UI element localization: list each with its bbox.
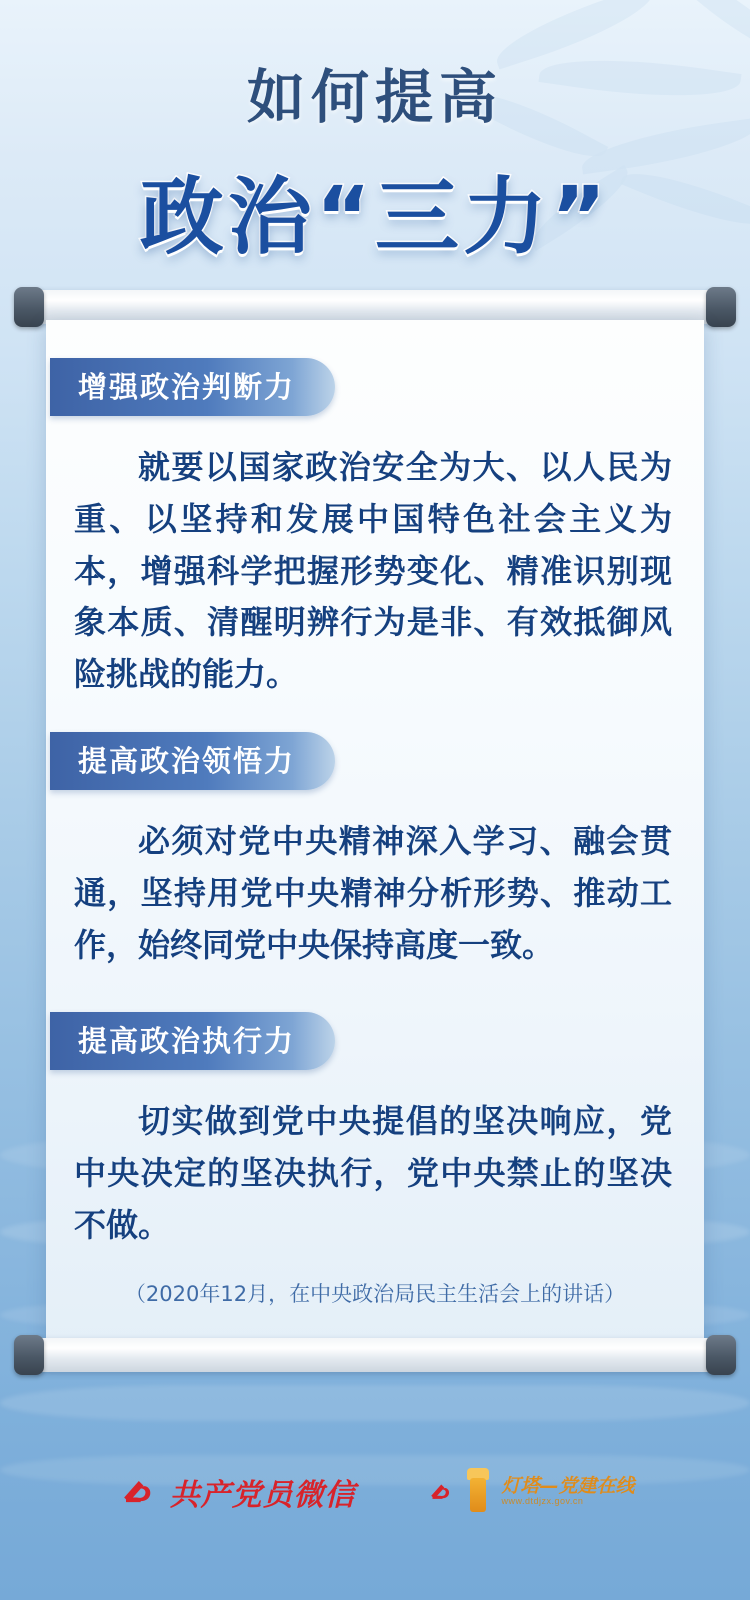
brand-2-text-group (501, 1477, 634, 1506)
source-note: （2020年12月，在中央政治局民主生活会上的讲话） (124, 1282, 626, 1306)
section-3-heading: 提高政治执行力 (50, 1012, 335, 1070)
brand-1-text: 共产党员微信 (169, 1478, 356, 1513)
section-2 (46, 732, 704, 971)
title-line-2: 政治“三力” (139, 168, 611, 266)
party-emblem-small-icon (425, 1477, 455, 1507)
brand-2-main-text: 灯塔—党建在线 (501, 1475, 635, 1498)
section-3-body: 切实做到党中央提倡的坚决响应，党中央决定的坚决执行，党中央禁止的坚决不做。 (74, 1102, 672, 1244)
section-2-body: 必须对党中央精神深入学习、融会贯通，坚持用党中央精神分析形势、推动工作，始终同党中央保持高度一致。 (74, 822, 672, 964)
brand-2-sub-text: www.dtdjzx.gov.cn (501, 1496, 584, 1507)
footer-brands (0, 1468, 750, 1516)
title-line-1: 如何提高 (246, 63, 503, 131)
brand-dengta (425, 1468, 634, 1516)
lighthouse-icon (463, 1468, 493, 1516)
party-emblem-icon (115, 1470, 159, 1514)
scroll-rod-bottom (22, 1338, 728, 1372)
section-1-body: 就要以国家政治安全为大、以人民为重、以坚持和发展中国特色社会主义为本，增强科学把握形势变化、精准识别现象本质、清醒明辨行为是非、有效抵御风险挑战的能力。 (74, 448, 672, 694)
section-1-heading: 增强政治判断力 (50, 358, 335, 416)
section-2-heading: 提高政治领悟力 (50, 732, 335, 790)
poster-heading (0, 50, 750, 271)
water-band-decoration (0, 1385, 750, 1421)
brand-gongchandangyuan (115, 1470, 355, 1514)
scroll-paper (46, 320, 704, 1350)
section-1 (46, 358, 704, 701)
scroll-rod-top (22, 290, 728, 324)
section-3 (46, 1012, 704, 1251)
